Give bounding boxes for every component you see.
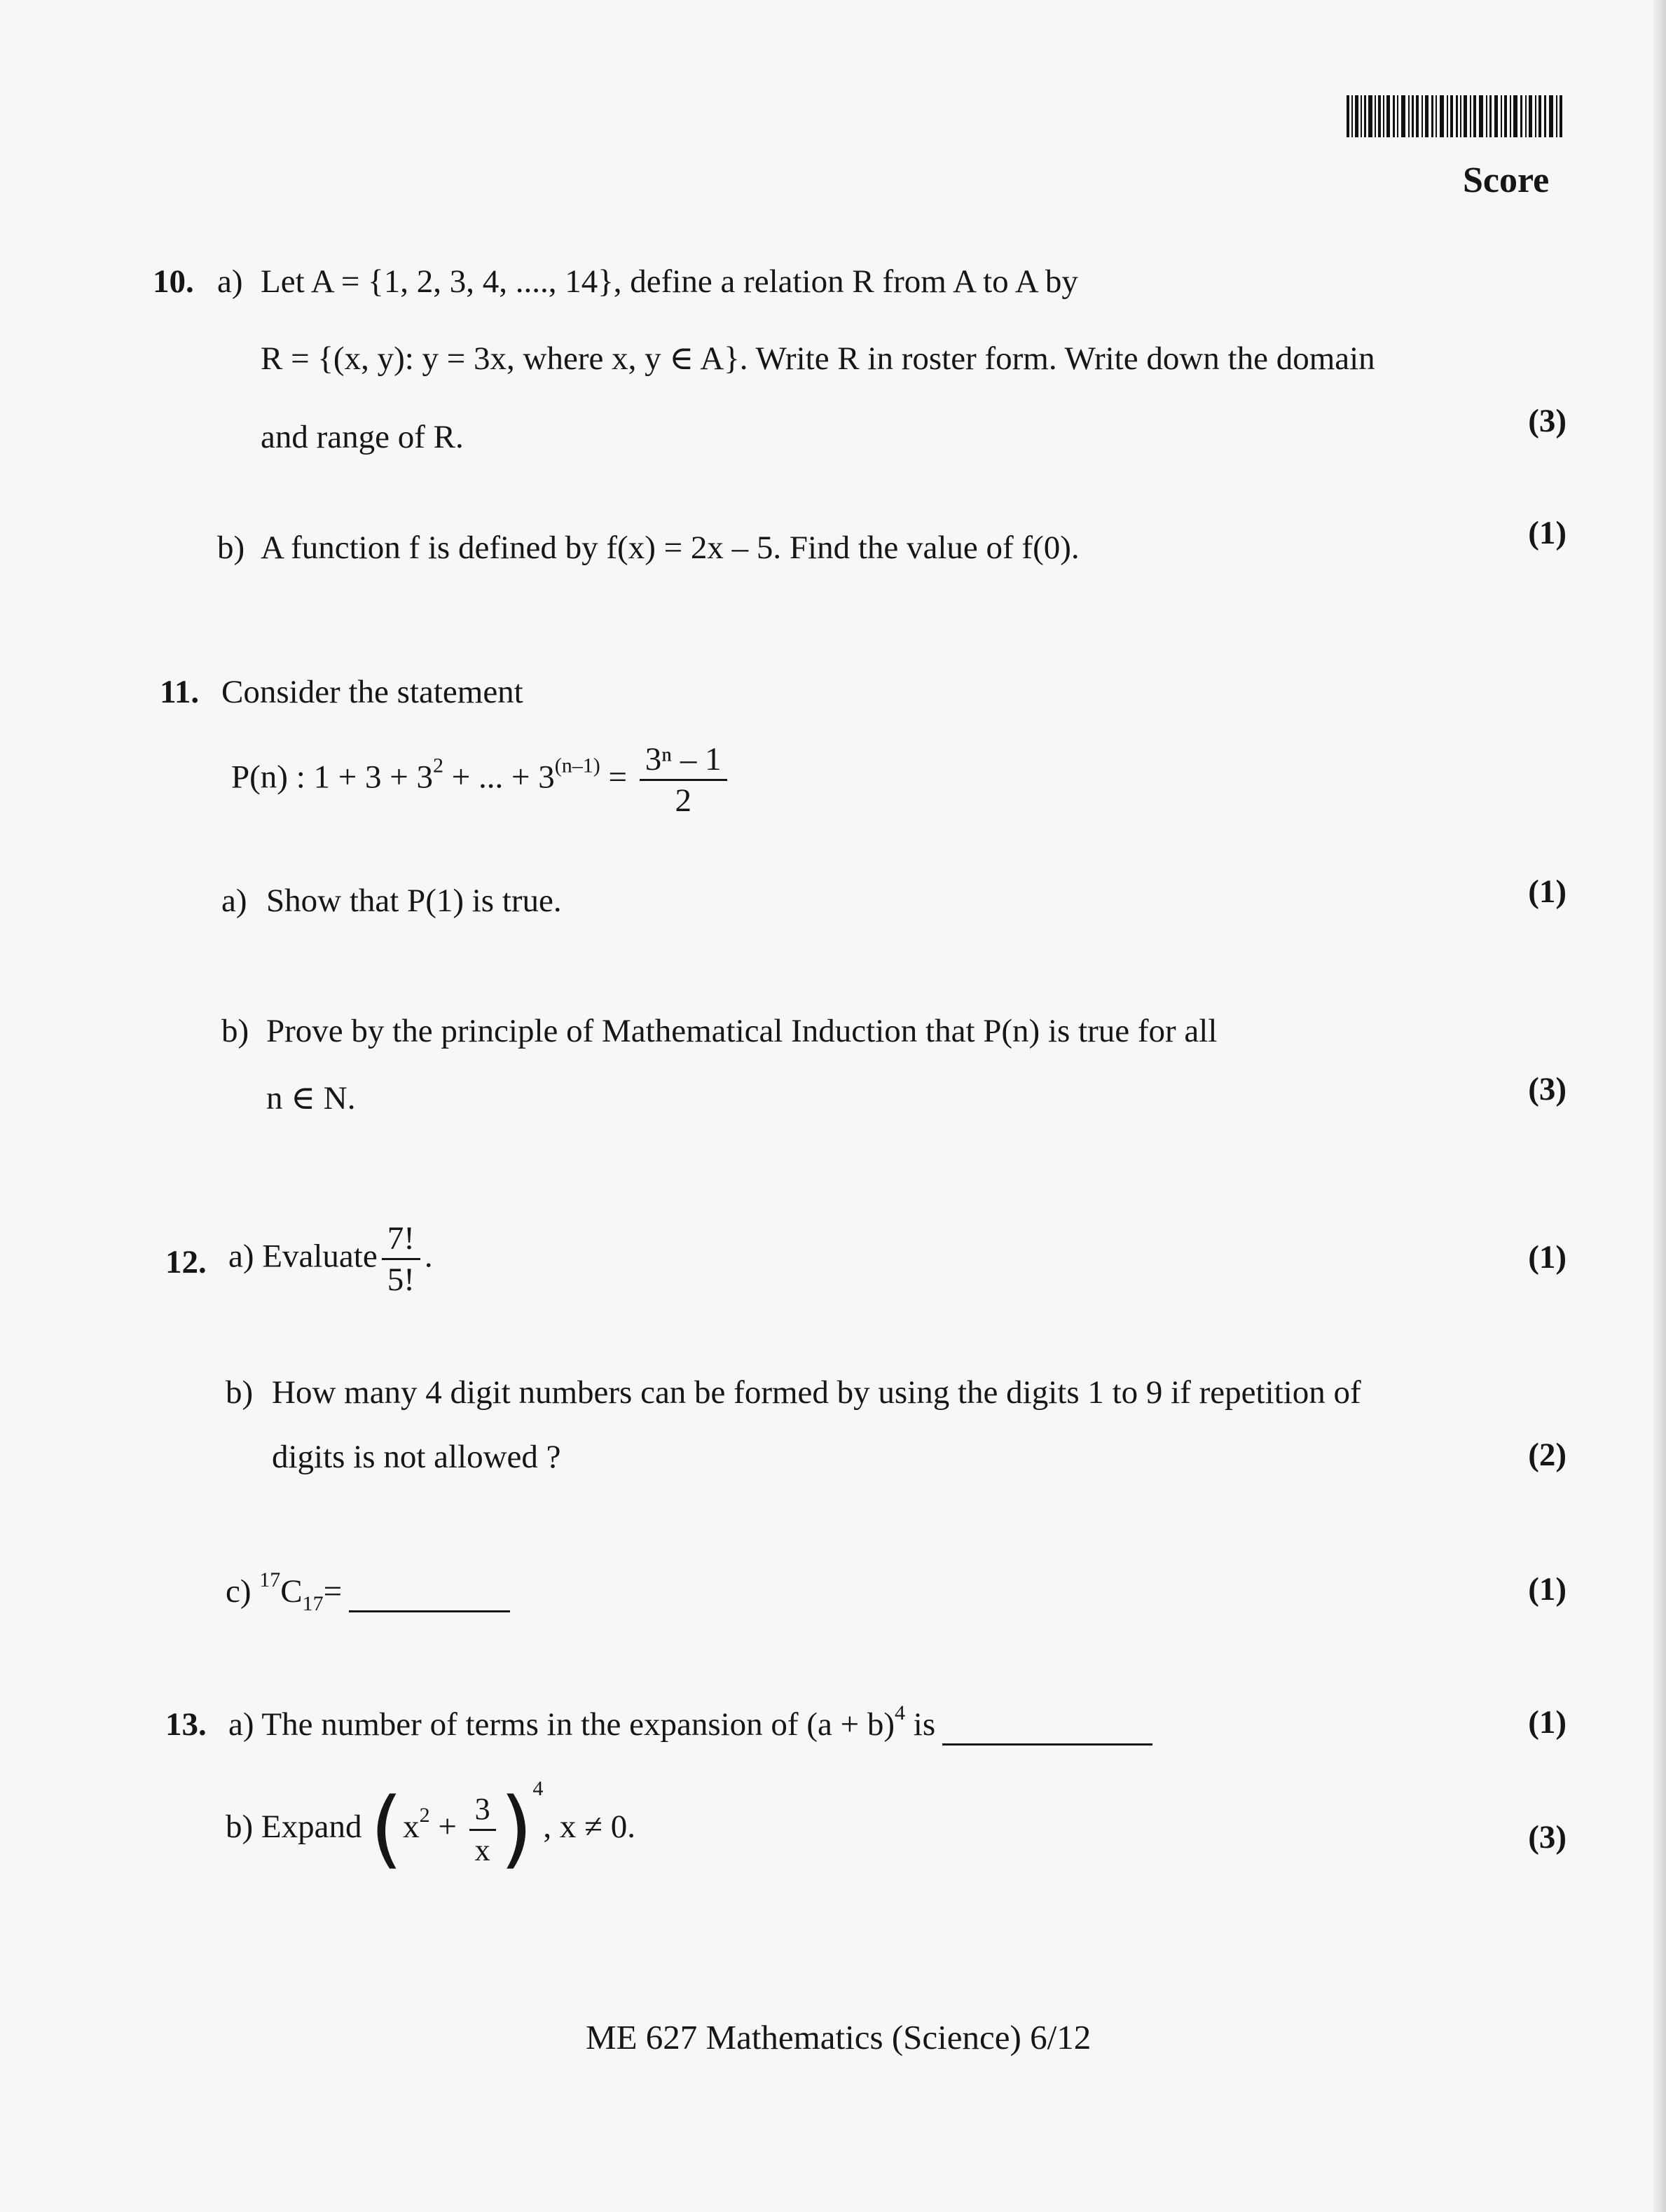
q11-b-line1: Prove by the principle of Mathematical Induction that P(n) is true for all <box>266 1013 1218 1049</box>
q11-formula-denominator: 2 <box>675 782 691 819</box>
q12-c-base: C <box>280 1573 303 1610</box>
q11-a-mark: (1) <box>1528 873 1567 910</box>
q13-b-denominator: x <box>474 1832 490 1867</box>
q13-a-text: The number of terms in the expansion of (a + b) <box>261 1706 895 1743</box>
q12-b-mark: (2) <box>1528 1437 1567 1473</box>
q12-c-sub: 17 <box>302 1592 324 1615</box>
q10-a-line1: Let A = {1, 2, 3, 4, ...., 14}, define a relation R from A to A by <box>261 263 1078 300</box>
q12-a-label: a) <box>228 1238 254 1275</box>
q13-b-numerator: 3 <box>469 1791 496 1831</box>
q12-a-numerator: 7! <box>382 1220 420 1260</box>
q13-a <box>228 1703 1152 1746</box>
q13-a-text-end: is <box>905 1706 936 1743</box>
q12-c-equals: = <box>323 1573 343 1610</box>
q10-b-mark: (1) <box>1528 515 1567 551</box>
q13-b-open-paren: ( <box>370 1781 404 1878</box>
q12-c <box>226 1568 510 1615</box>
q13-b-condition: , x ≠ 0. <box>543 1808 635 1845</box>
q13-b-text: Expand <box>261 1808 362 1845</box>
q13-b-square: 2 <box>419 1803 430 1827</box>
q13-b-close-paren: ) <box>500 1781 533 1878</box>
q11-formula-mid: + ... + 3 <box>443 759 555 796</box>
q13-b-x: x <box>403 1808 420 1845</box>
q11-b-mark: (3) <box>1528 1071 1567 1107</box>
q10-b-text: A function f is defined by f(x) = 2x – 5. Find the value of f(0). <box>261 530 1080 566</box>
q13-b-fraction <box>469 1791 496 1869</box>
q12-a-end: . <box>424 1238 433 1275</box>
q11-b-label: b) <box>221 1013 249 1049</box>
q12-a <box>228 1220 433 1298</box>
page-footer: ME 627 Mathematics (Science) 6/12 <box>586 2018 1092 2057</box>
q11-a-text: Show that P(1) is true. <box>266 883 562 919</box>
q13-b-power: 4 <box>532 1776 544 1800</box>
q12-c-label: c) <box>226 1573 252 1610</box>
q11-formula-fraction <box>640 741 727 819</box>
q12-a-fraction <box>382 1220 420 1298</box>
q11-formula-exponent: (n–1) <box>554 754 600 777</box>
q13-b-mark: (3) <box>1528 1819 1567 1855</box>
q12-a-mark: (1) <box>1528 1239 1567 1276</box>
q12-a-denominator: 5! <box>387 1261 415 1298</box>
q13-a-exponent: 4 <box>895 1701 906 1724</box>
q11-formula-square: 2 <box>433 754 444 777</box>
page-edge <box>1653 0 1666 2212</box>
question-number-10: 10. <box>153 263 194 300</box>
q10-a-mark: (3) <box>1528 403 1567 439</box>
q10-a-line3: and range of R. <box>261 419 464 455</box>
barcode-image <box>1347 95 1562 137</box>
q11-a-label: a) <box>221 883 247 919</box>
q11-formula-numerator: 3ⁿ – 1 <box>640 741 727 781</box>
q12-a-text: Evaluate <box>262 1238 378 1275</box>
q12-b-line2: digits is not allowed ? <box>272 1439 561 1475</box>
q12-c-mark: (1) <box>1528 1571 1567 1608</box>
q12-b-line1: How many 4 digit numbers can be formed by using the digits 1 to 9 if repetition of <box>272 1374 1361 1411</box>
q12-c-answer-blank <box>349 1582 510 1612</box>
q10-b-label: b) <box>217 530 245 566</box>
q13-b <box>226 1776 635 1878</box>
q10-a-label: a) <box>217 263 243 300</box>
question-number-12: 12. <box>165 1244 207 1280</box>
q12-b-label: b) <box>226 1374 254 1411</box>
q11-intro: Consider the statement <box>221 674 523 710</box>
q11-formula-equals: = <box>600 759 635 796</box>
q13-b-plus: + <box>429 1808 465 1845</box>
q13-b-label: b) <box>226 1808 254 1845</box>
question-number-11: 11. <box>160 674 200 710</box>
q10-a-line2: R = {(x, y): y = 3x, where x, y ∈ A}. Write R in roster form. Write down the domain <box>261 340 1375 377</box>
q11-formula <box>231 741 731 819</box>
question-number-13: 13. <box>165 1706 207 1743</box>
q12-c-pre: 17 <box>259 1568 281 1591</box>
q13-a-label: a) <box>228 1706 254 1743</box>
q13-a-answer-blank <box>942 1715 1152 1746</box>
score-header: Score <box>1463 160 1550 200</box>
q11-formula-lhs: P(n) : 1 + 3 + 3 <box>231 759 434 796</box>
q13-a-mark: (1) <box>1528 1704 1567 1741</box>
q11-b-line2: n ∈ N. <box>266 1080 356 1117</box>
